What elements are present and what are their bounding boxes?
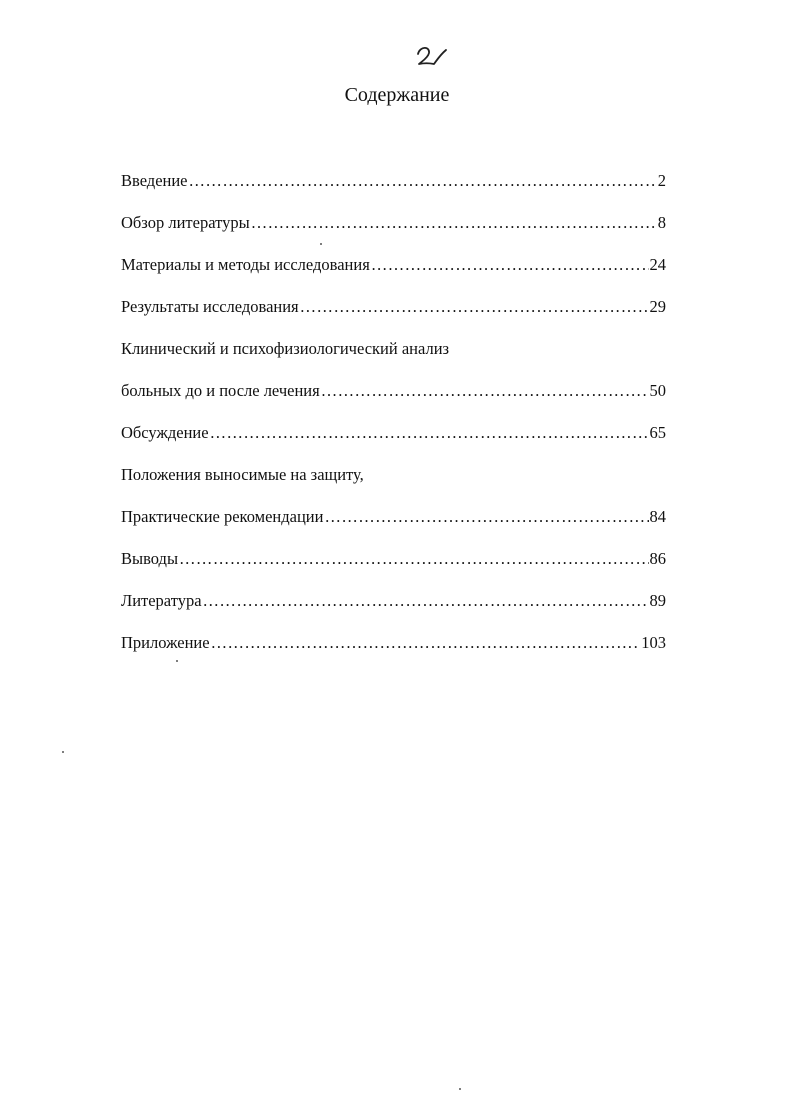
- handwritten-page-number: [410, 40, 450, 70]
- scan-speck: [176, 660, 178, 662]
- toc-entry-results: [121, 286, 666, 328]
- toc-leader-dots: [189, 169, 657, 193]
- toc-entry-label: Материалы и методы исследования: [121, 255, 370, 274]
- toc-entry-introduction: [121, 160, 666, 202]
- toc-entry-defense-provisions: [121, 454, 666, 496]
- toc-entry-label: Литература: [121, 591, 202, 610]
- toc-entry-label: Клинический и психофизиологический анализ: [121, 339, 450, 358]
- scan-speck: [459, 1088, 461, 1090]
- toc-leader-dots: [203, 589, 649, 613]
- toc-entry-appendix: [121, 622, 666, 664]
- toc-entry-label: больных до и после лечения: [121, 381, 320, 400]
- toc-entry-materials-methods: [121, 244, 666, 286]
- toc-entry-conclusions: [121, 538, 666, 580]
- toc-entry-label: Обзор литературы: [121, 213, 250, 232]
- toc-entry-page: 29: [649, 297, 666, 316]
- toc-entry-practical-recommendations: [121, 496, 666, 538]
- toc-entry-literature-review: [121, 202, 666, 244]
- scan-speck: [62, 751, 64, 753]
- toc-entry-page: 84: [649, 507, 666, 526]
- toc-leader-dots: [211, 631, 641, 655]
- toc-entry-label: Результаты исследования: [121, 297, 299, 316]
- toc-entry-label: Приложение: [121, 633, 210, 652]
- toc-leader-dots: [324, 505, 648, 529]
- toc-entry-references: [121, 580, 666, 622]
- toc-leader-dots: [300, 295, 649, 319]
- toc-entry-page: 103: [641, 633, 666, 652]
- scan-speck: [320, 243, 322, 245]
- toc-entry-label: Практические рекомендации: [121, 507, 324, 526]
- table-of-contents: [121, 160, 666, 664]
- handwritten-number-mark: [410, 40, 450, 70]
- toc-entry-page: 2: [657, 171, 666, 190]
- toc-entry-clinical-analysis-line1: [121, 328, 666, 370]
- toc-entry-page: 8: [657, 213, 666, 232]
- toc-entry-label: Введение: [121, 171, 188, 190]
- toc-entry-discussion: [121, 412, 666, 454]
- toc-leader-dots: [210, 421, 649, 445]
- toc-leader-dots: [251, 211, 657, 235]
- toc-entry-page: 24: [649, 255, 666, 274]
- page-title: Содержание: [344, 84, 450, 106]
- toc-entry-label: Выводы: [121, 549, 179, 568]
- toc-entry-page: 65: [649, 423, 666, 442]
- toc-leader-dots: [179, 547, 648, 571]
- toc-entry-page: 86: [649, 549, 666, 568]
- toc-entry-clinical-analysis-line2: [121, 370, 666, 412]
- toc-entry-label: Положения выносимые на защиту,: [121, 465, 364, 484]
- toc-leader-dots: [321, 379, 649, 403]
- toc-entry-page: 50: [649, 381, 666, 400]
- toc-leader-dots: [371, 253, 649, 277]
- toc-entry-label: Обсуждение: [121, 423, 209, 442]
- toc-entry-page: 89: [649, 591, 666, 610]
